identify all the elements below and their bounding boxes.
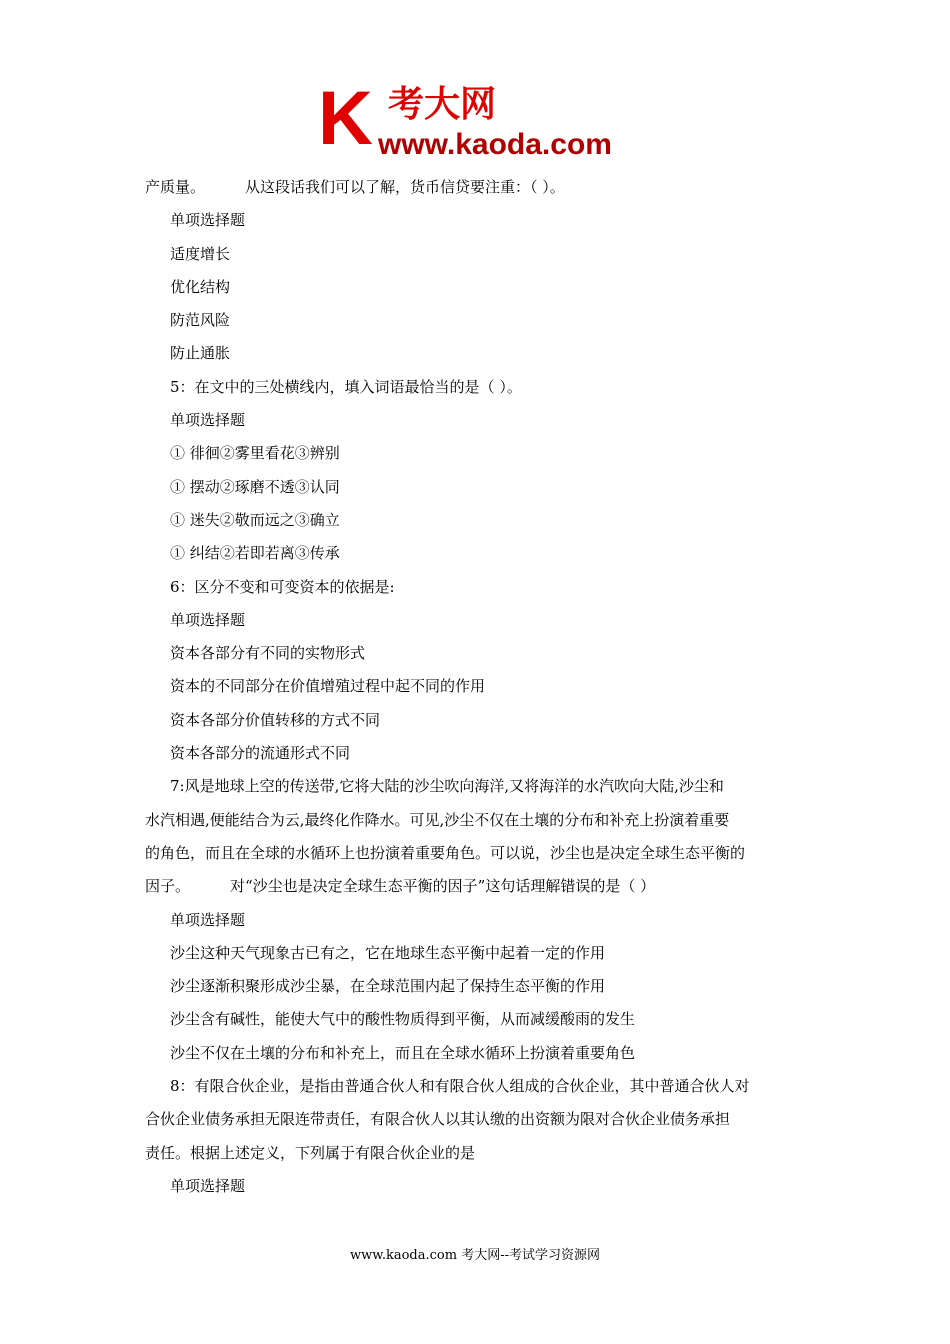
option-item: ① 纠结②若即若离③传承 xyxy=(170,544,340,563)
question-7-line: 的角色，而且在全球的水循环上也扮演着重要角色。可以说，沙尘也是决定全球生态平衡的 xyxy=(145,843,746,862)
option-item: 沙尘不仅在土壤的分布和补充上，而且在全球水循环上扮演着重要角色 xyxy=(170,1043,636,1062)
question-5-text: 5：在文中的三处横线内，填入词语最恰当的是（ ）。 xyxy=(170,377,522,396)
question-4-text-b: 从这段话我们可以了解，货币信贷要注重：（ ）。 xyxy=(245,178,565,196)
question-7-last-a: 因子。 xyxy=(145,877,191,896)
option-item: ① 迷失②敬而远之③确立 xyxy=(170,510,340,529)
logo-url: www.kaoda.com xyxy=(378,128,612,160)
option-item: 沙尘逐渐积聚形成沙尘暴，在全球范围内起了保持生态平衡的作用 xyxy=(170,977,606,996)
option-item: 资本各部分价值转移的方式不同 xyxy=(170,710,381,729)
question-type-label: 单项选择题 xyxy=(170,610,246,629)
kaoda-logo xyxy=(318,82,638,160)
question-7-line xyxy=(145,870,810,903)
option-item: 沙尘含有碱性，能使大气中的酸性物质得到平衡，从而减缓酸雨的发生 xyxy=(170,1010,636,1029)
option-item: 防止通胀 xyxy=(170,344,231,363)
question-8-line: 合伙企业债务承担无限连带责任，有限合伙人以其认缴的出资额为限对合伙企业债务承担 xyxy=(145,1110,731,1129)
option-item: 优化结构 xyxy=(170,277,231,296)
question-type-label: 单项选择题 xyxy=(170,1176,246,1195)
question-7-line: 水汽相遇,便能结合为云,最终化作降水。可见,沙尘不仅在土壤的分布和补充上扮演着重要 xyxy=(145,810,730,829)
logo-letter: K xyxy=(318,82,373,160)
option-item: 资本的不同部分在价值增殖过程中起不同的作用 xyxy=(170,677,486,696)
logo-brand-cn: 考大网 xyxy=(388,84,497,125)
question-7-line: 7:风是地球上空的传送带,它将大陆的沙尘吹向海洋,又将海洋的水汽吹向大陆,沙尘和 xyxy=(170,777,724,796)
question-4-text-a: 产质量。 xyxy=(145,178,206,196)
question-type-label: 单项选择题 xyxy=(170,910,246,929)
question-8-line: 责任。根据上述定义，下列属于有限合伙企业的是 xyxy=(145,1143,476,1162)
question-7-last-b: 对“沙尘也是决定全球生态平衡的因子”这句话理解错误的是（ ） xyxy=(230,877,656,896)
question-8-text xyxy=(145,1070,810,1170)
option-item: 沙尘这种天气现象古已有之，它在地球生态平衡中起着一定的作用 xyxy=(170,943,606,962)
option-item: 资本各部分有不同的实物形式 xyxy=(170,644,366,663)
question-6-text: 6：区分不变和可变资本的依据是: xyxy=(170,577,395,596)
option-item: ① 徘徊②雾里看花③辨别 xyxy=(170,444,340,463)
question-type-label: 单项选择题 xyxy=(170,411,246,430)
page-footer: www.kaoda.com 考大网--考试学习资源网 xyxy=(350,1248,600,1263)
question-4-text xyxy=(145,171,810,204)
option-item: 防范风险 xyxy=(170,311,231,330)
option-item: 适度增长 xyxy=(170,244,231,263)
question-7-text xyxy=(145,770,810,903)
document-body xyxy=(145,171,810,1203)
option-item: 资本各部分的流通形式不同 xyxy=(170,744,351,763)
question-8-line: 8：有限合伙企业，是指由普通合伙人和有限合伙人组成的合伙企业，其中普通合伙人对 xyxy=(170,1077,750,1096)
question-type-label: 单项选择题 xyxy=(170,211,246,230)
option-item: ① 摆动②琢磨不透③认同 xyxy=(170,477,340,496)
